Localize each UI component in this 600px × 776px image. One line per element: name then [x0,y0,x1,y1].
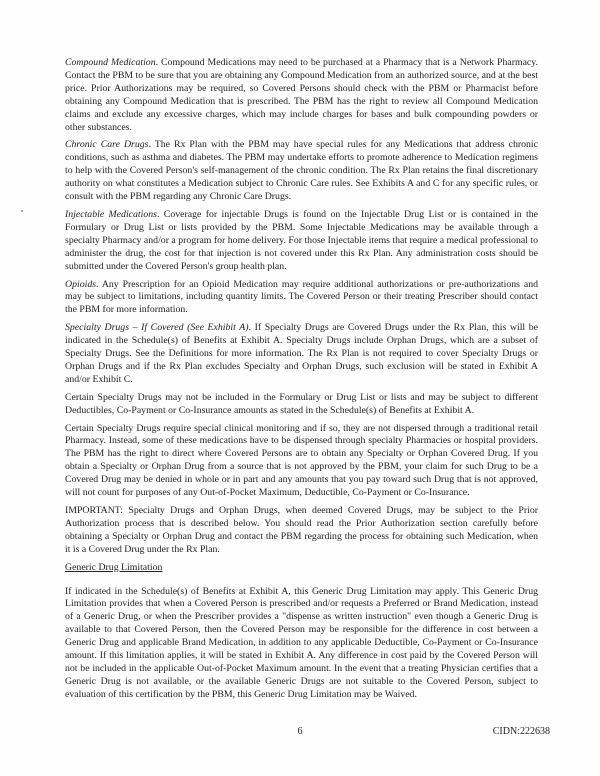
paragraph-lead-italic: Opioids [65,278,97,290]
paragraph-body: . The Rx Plan with the PBM may have special rules for any Medications that address chronic conditions, such as asthma and diabetes. The PBM may undertake efforts to promote adherence to Medication regimens to help with the Covered Person's self-management of the chronic condition. The Rx Plan retains the final discretionary authority on what constitutes a Medication subject to Chronic Care rules. See Exhibits A and C for any specific rules, or consult with the PBM regarding any Chronic Care Drugs. [65,139,539,203]
paragraph-specialty-drugs-formulary [65,392,538,418]
paragraph-body: If indicated in the Schedule(s) of Benefits at Exhibit A, this Generic Drug Limitation may apply. This Generic Drug Limitation provides that when a Covered Person is prescribed and/or requests a Preferred or Brand Medication, instead of a Generic Drug, or when the Prescriber provides a "dispense as written instruction" even though a Generic Drug is available to that Covered Person, then the Covered Person may be responsible for the difference in cost between a Generic Drug and applicable Brand Medication, in addition to any applicable Deductible, Co-Payment or Co-Insurance amount. If this limitation applies, it will be stated in Exhibit A. Any difference in cost paid by the Covered Person will not be included in the applicable Out-of-Pocket Maximum amount. In the event that a treating Physician certifies that a Generic Drug is not available, or the available Generic Drugs are not suitable to the Covered Person, subject to evaluation of this certification by the PBM, this Generic Drug Limitation may be Waived. [65,585,538,700]
section-heading-generic-drug-limitation: Generic Drug Limitation [65,561,163,573]
paragraph-important-notice [65,505,538,557]
paragraph-opioids [65,279,538,318]
paragraph-body: Certain Specialty Drugs may not be included in the Formulary or Drug List or lists and may be subject to different Deductibles, Co-Payment or Co-Insurance amounts as stated in the Schedule(s) of Benefits at Exhibit A. [65,391,538,416]
paragraph-body: . Any Prescription for an Opioid Medication may require additional authorizations or pre-authorizations and may be subject to limitations, including quantity limits. The Covered Person or their treating Prescriber should contact the PBM for more information. [65,278,538,316]
paragraph-generic-drug-limitation [65,586,538,702]
paragraph-body: . Coverage for injectable Drugs is found on the Injectable Drug List or is contained in the Formulary or Drug List or lists provided by the PBM. Some Injectable Medications may be available through a specialty Pharmacy and/or a program for home delivery. For those Injectable items that require a medical professional to administer the drug, the cost for that injection is not covered under this Rx Plan. Any administration costs should be submitted under the Covered Person's group health plan. [65,208,538,272]
scan-artifact-speck [21,210,23,212]
paragraph-specialty-drugs-monitoring [65,423,538,500]
paragraph-compound-medication [65,57,538,134]
page-content [65,57,538,707]
paragraph-chronic-care-drugs [65,139,538,204]
paragraph-body: . If Specialty Drugs are Covered Drugs under the Rx Plan, this will be indicated in the Schedule(s) of Benefits at Exhibit A. Specialty Drugs include Orphan Drugs, which are a subset of Specialty Drugs. See the Definitions for more information. The Rx Plan is not required to cover Specialty Drugs or Orphan Drugs and if the Rx Plan excludes Specialty and Orphan Drugs, such exclusion will be stated in Exhibit A and/or Exhibit C. [65,322,538,385]
paragraph-body: IMPORTANT: Specialty Drugs and Orphan Drugs, when deemed Covered Drugs, may be subject to the Prior Authorization process that is described below. You should read the Prior Authorization section carefully before obtaining a Specialty or Orphan Drug and contact the PBM regarding the process for obtaining such Medication, when it is a Covered Drug under the Rx Plan. [65,505,538,555]
paragraph-lead-italic: Chronic Care Drugs [65,139,149,151]
paragraph-injectable-medications [65,209,538,274]
paragraph-body: . Compound Medications may need to be purchased at a Pharmacy that is a Network Pharmacy. Contact the PBM to be sure that you are obtaining any Compound Medication from an authorized source, and at the best price. Prior Authorizations may be required, so Covered Persons should check with the PBM or Pharmacist before obtaining any Compound Medication that is prescribed. The PBM has the right to review all Compound Medication claims and exclude any excessive charges, which may include charges for bases and bulk compounding powders or other substances. [65,57,538,133]
paragraph-specialty-drugs-if-covered [65,322,538,387]
paragraph-body: Certain Specialty Drugs require special clinical monitoring and if so, they are not dispersed through a traditional retail Pharmacy. Instead, some of these medications have to be dispensed through specialty Pharmacies or hospital providers. The PBM has the right to direct where Covered Persons are to obtain any Specialty or Orphan Covered Drug. If you obtain a Specialty or Orphan Drug from a source that is not approved by the PBM, your claim for such Drug to be a Covered Drug may be denied in whole or in part and any amounts that you pay toward such Drug that is not approved, will not count for purposes of any Out-of-Pocket Maximum, Deductible, Co-Payment or Co-Insurance. [65,422,538,499]
paragraph-lead-italic: Specialty Drugs – If Covered (See Exhibit A) [65,322,249,334]
paragraph-lead-italic: Injectable Medications [65,208,157,220]
page-number: 6 [297,726,303,737]
document-id: CIDN:222638 [492,726,550,737]
paragraph-lead-italic: Compound Medication [65,57,156,68]
